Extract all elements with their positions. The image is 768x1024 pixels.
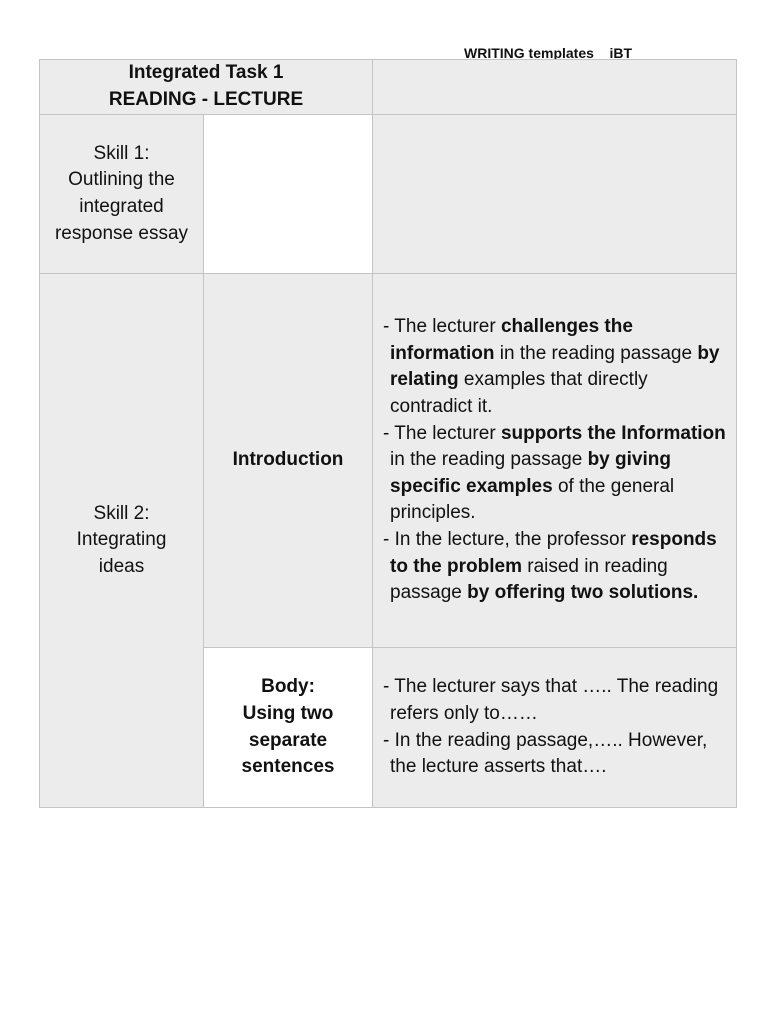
title-empty-cell bbox=[373, 60, 737, 115]
body-text: - The lecturer says that ….. The reading refers only to…… bbox=[383, 676, 719, 724]
template-table bbox=[39, 59, 737, 808]
skill2-label-cell bbox=[40, 274, 204, 808]
introduction-text: by relating bbox=[390, 342, 720, 391]
introduction-text: of the general principles. bbox=[390, 475, 675, 524]
introduction-text: - In the lecture, the professor bbox=[383, 528, 632, 550]
skill1-empty-cell bbox=[204, 115, 373, 274]
skill1-label-cell bbox=[40, 115, 204, 274]
introduction-text: by offering two solutions. bbox=[467, 582, 699, 604]
skill1-line: Outlining the bbox=[68, 169, 175, 191]
header-note: WRITING templates iBT bbox=[464, 45, 633, 60]
body-content-cell bbox=[373, 648, 737, 808]
introduction-text: challenges the information bbox=[390, 316, 633, 364]
introduction-text: in the reading passage bbox=[390, 449, 588, 471]
title-cell bbox=[40, 60, 373, 115]
body-line: Body: bbox=[261, 676, 315, 698]
skill1-line: integrated bbox=[79, 196, 164, 217]
title-line-1: Integrated Task 1 bbox=[128, 62, 284, 84]
introduction-label: Introduction bbox=[232, 449, 344, 471]
skill2-line: Integrating bbox=[76, 529, 167, 551]
introduction-item bbox=[383, 421, 730, 527]
introduction-text: responds to the problem bbox=[390, 528, 717, 577]
skill2-line: ideas bbox=[98, 555, 145, 577]
skill2-line: Skill 2: bbox=[93, 502, 150, 524]
introduction-text: - The lecturer bbox=[383, 316, 501, 338]
body-items bbox=[383, 674, 730, 780]
body-item bbox=[383, 674, 730, 727]
body-line: separate bbox=[248, 729, 328, 751]
body-text: - In the reading passage,….. However, the lecture asserts that…. bbox=[383, 729, 708, 778]
body-line: Using two bbox=[242, 702, 334, 724]
body-label-cell bbox=[204, 648, 373, 808]
introduction-text: examples that directly contradict it. bbox=[390, 369, 648, 418]
introduction-text: by giving specific examples bbox=[390, 449, 671, 497]
introduction-content-cell bbox=[373, 274, 737, 648]
introduction-text: supports the Information bbox=[500, 422, 726, 444]
body-item bbox=[383, 728, 730, 781]
skill1-content-cell bbox=[373, 115, 737, 274]
body-line: sentences bbox=[241, 756, 335, 778]
introduction-items bbox=[383, 314, 730, 607]
introduction-text: - The lecturer bbox=[383, 422, 501, 444]
title-line-2: READING - LECTURE bbox=[108, 89, 304, 110]
introduction-text: in the reading passage bbox=[494, 342, 698, 364]
skill1-line: response essay bbox=[54, 222, 189, 244]
introduction-item bbox=[383, 527, 730, 607]
introduction-item bbox=[383, 314, 730, 420]
introduction-text: raised in reading passage bbox=[390, 555, 668, 604]
introduction-label-cell bbox=[204, 274, 373, 648]
skill1-line: Skill 1: bbox=[93, 142, 150, 164]
